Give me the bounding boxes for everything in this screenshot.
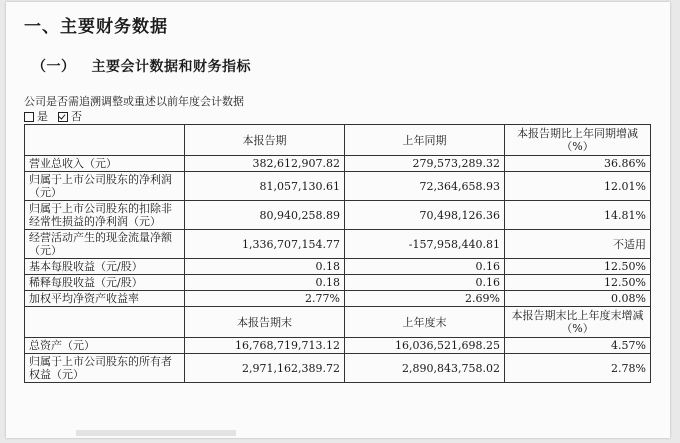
row-label: 稀释每股收益（元/股）: [25, 275, 185, 291]
table-row: [25, 354, 651, 383]
column-header: 本报告期: [185, 125, 345, 156]
cell-value: 2.78%: [505, 354, 651, 383]
cell-value: 12.50%: [505, 275, 651, 291]
column-header: 本报告期末比上年度末增减（%）: [505, 307, 651, 338]
restatement-options: [24, 108, 82, 124]
cell-value: 16,768,719,713.12: [185, 338, 345, 354]
table-row: [25, 275, 651, 291]
cell-value: 14.81%: [505, 201, 651, 230]
cell-value: 72,364,658.93: [345, 172, 505, 201]
cropped-next-line: [76, 430, 236, 436]
column-header: [25, 125, 185, 156]
row-label: 基本每股收益（元/股）: [25, 259, 185, 275]
restatement-question: 公司是否需追溯调整或重述以前年度会计数据: [24, 95, 244, 108]
column-header: 本报告期末: [185, 307, 345, 338]
table-row: [25, 201, 651, 230]
table-row: [25, 156, 651, 172]
table-row: [25, 172, 651, 201]
table-header-row: [25, 307, 651, 338]
table-row: [25, 291, 651, 307]
cell-value: 81,057,130.61: [185, 172, 345, 201]
section-title: 一、主要财务数据: [24, 17, 168, 37]
cell-value: 12.01%: [505, 172, 651, 201]
table-row: [25, 338, 651, 354]
row-label: 营业总收入（元）: [25, 156, 185, 172]
cell-value: 16,036,521,698.25: [345, 338, 505, 354]
cell-value: -157,958,440.81: [345, 230, 505, 259]
column-header: 本报告期比上年同期增减（%）: [505, 125, 651, 156]
cell-value: 80,940,258.89: [185, 201, 345, 230]
cell-value: 70,498,126.36: [345, 201, 505, 230]
subsection-number: （一）: [32, 59, 76, 75]
row-label: 归属于上市公司股东的扣除非经常性损益的净利润（元）: [25, 201, 185, 230]
table-row: [25, 259, 651, 275]
cell-value: 2.69%: [345, 291, 505, 307]
yes-checkbox-icon: [24, 112, 34, 122]
subsection-text: 主要会计数据和财务指标: [91, 59, 251, 75]
row-label: 总资产（元）: [25, 338, 185, 354]
no-label: 否: [71, 110, 82, 123]
cell-value: 0.18: [185, 259, 345, 275]
row-label: 加权平均净资产收益率: [25, 291, 185, 307]
cell-value: 12.50%: [505, 259, 651, 275]
cell-value: 不适用: [505, 230, 651, 259]
cell-value: 382,612,907.82: [185, 156, 345, 172]
row-label: 经营活动产生的现金流量净额（元）: [25, 230, 185, 259]
cell-value: 36.86%: [505, 156, 651, 172]
column-header: 上年度末: [345, 307, 505, 338]
financial-data-table: [24, 124, 651, 383]
cell-value: 4.57%: [505, 338, 651, 354]
cell-value: 1,336,707,154.77: [185, 230, 345, 259]
column-header: [25, 307, 185, 338]
cell-value: 0.16: [345, 275, 505, 291]
row-label: 归属于上市公司股东的净利润（元）: [25, 172, 185, 201]
table-row: [25, 230, 651, 259]
cell-value: 2,890,843,758.02: [345, 354, 505, 383]
cell-value: 0.08%: [505, 291, 651, 307]
yes-label: 是: [37, 110, 48, 123]
cell-value: 2,971,162,389.72: [185, 354, 345, 383]
cell-value: 0.16: [345, 259, 505, 275]
cell-value: 0.18: [185, 275, 345, 291]
no-checkbox-checked-icon: [58, 112, 68, 122]
table-header-row: [25, 125, 651, 156]
cell-value: 2.77%: [185, 291, 345, 307]
row-label: 归属于上市公司股东的所有者权益（元）: [25, 354, 185, 383]
document-page: [6, 2, 670, 438]
cell-value: 279,573,289.32: [345, 156, 505, 172]
subsection-title: [32, 56, 251, 76]
column-header: 上年同期: [345, 125, 505, 156]
